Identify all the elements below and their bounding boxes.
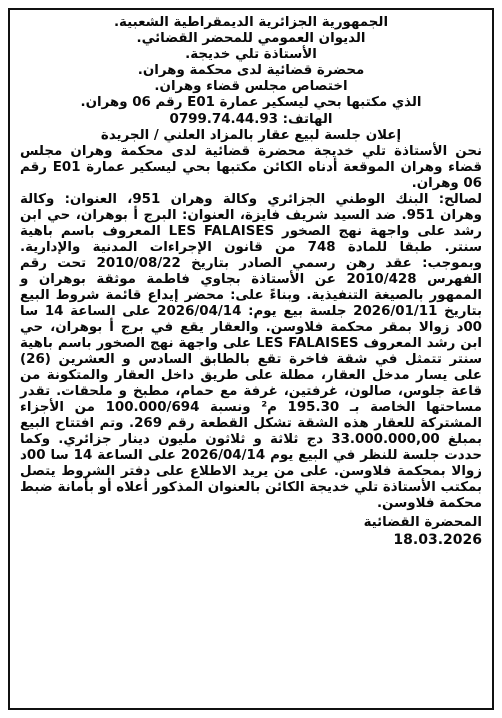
republic-heading: الجمهورية الجزائرية الديمقراطية الشعبية. [113,15,389,30]
office-heading: الديوان العمومي للمحضر القضائي. [136,31,366,46]
body-paragraph: لصالح: البنك الوطني الجزائري وكالة وهران 951، العنوان: وكالة وهران 951. ضد السيد شريف فايزة، العنوان: البرج أ بوهران، حي ابن رشد على واجهة نهج الصخور LES FALAISES المعروف باسم باهية سنتر. طبقا للمادة 748 من قانون الإجراءات المدنية والإدارية. وبموجب: عقد رهن رسمي الصادر بتاريخ 2010/08/22 تحت رقم الفهرس 2010/428 عن الأستاذة بجاوي فاطمة موثقة بوهران و الممهور بالصيغة التنفيذية. وبناءً على: محضر إيداع قائمة شروط البيع بتاريخ 2026/01/11 جلسة بيع يوم: 2026/04/14 على الساعة 14 سا 00د زوالا بمقر محكمة فلاوسن. والعقار يقع في برج أ بوهران، حي ابن رشد المعروف LES FALAISES على واجهة نهج الصخور باسم باهية سنتر تتمثل في شقة فاخرة تقع بالطابق السادس و العشرين (26) على يسار مدخل العقار، مطلة على طريق داخل العقار والمتكونة من قاعة جلوس، صالون، غرفتين، غرفة مع حمام، مطبخ و ملحقات. تقدر مساحتها الخاصة بـ 195.30 م² ونسبة 100.000/694 من الأجزاء المشتركة للعقار هذه الشقة تشكل القطعة رقم 269. وتم افتتاح البيع بمبلغ 33.000.000,00 دج ثلاثة و ثلاثون مليون دينار جزائري. وكما حددت جلسة للنظر في البيع يوم 2026/04/14 على الساعة 14 سا 00د زوالا بمحكمة فلاوسن. على من يريد الاطلاع على دفتر الشروط يتصل بمكتب الأستاذة تلي خديجة الكائن بالعنوان المذكور أعلاه أو بأمانة ضبط محكمة فلاوسن. [20,192,483,511]
jurisdiction-line: اختصاص مجلس قضاء وهران. [154,79,348,94]
announcement-title: إعلان جلسة لبيع عقار بالمزاد العلني / الجريدة [100,128,402,143]
phone-label: الهاتف: [282,112,333,127]
office-address: الذي مكتبها بحي ليسكير عمارة E01 رقم 06 وهران. [80,95,422,110]
legal-notice [8,8,494,710]
phone-number: 0799.74.44.93 [169,112,278,127]
court-line: محضرة قضائية لدى محكمة وهران. [137,63,365,78]
bailiff-name: الأستاذة تلي خديجة. [185,47,317,62]
signature-line: المحضرة القضائية [363,515,482,530]
phone-line [20,111,482,128]
date-line: 18.03.2026 [393,532,482,548]
intro-paragraph: نحن الأستاذة تلي خديجة محضرة قضائية لدى محكمة وهران مجلس قضاء وهران الموقعة أدناه الكائن مكتبها بحي ليسكير عمارة E01 رقم 06 وهران. [20,144,483,191]
